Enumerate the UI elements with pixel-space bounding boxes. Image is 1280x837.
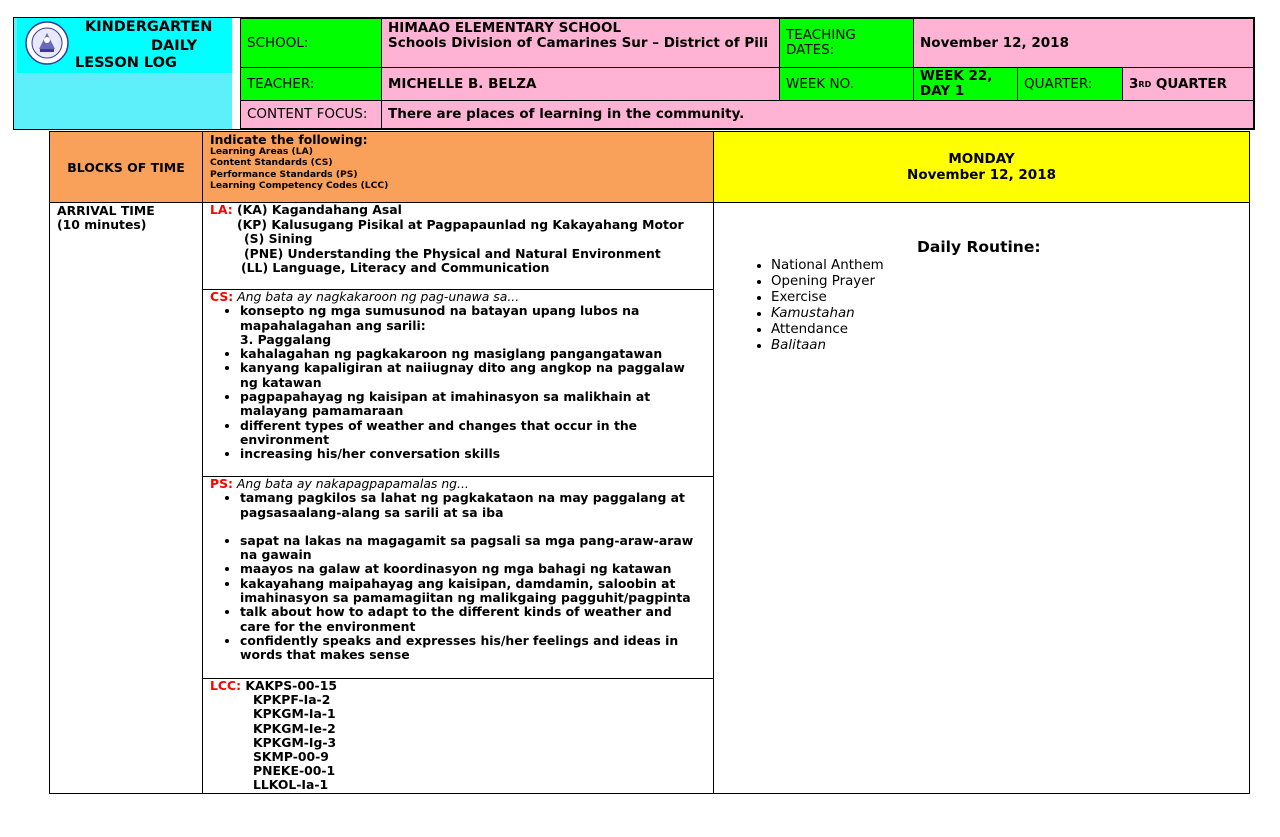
blocks-of-time-header: BLOCKS OF TIME — [49, 131, 203, 203]
routine-item: • Exercise — [771, 290, 884, 306]
day-date: November 12, 2018 — [907, 167, 1056, 183]
lcc-code: SKMP-00-9 — [253, 749, 329, 765]
title-line-1: KINDERGARTEN — [85, 19, 213, 35]
routine-item: • Kamustahan — [771, 306, 884, 322]
indicate-item: Learning Areas (LA) — [210, 146, 313, 157]
lcc-code: KAKPS-00-15 — [245, 678, 337, 693]
day-name: MONDAY — [948, 151, 1015, 167]
ps-intro: Ang bata ay nakapagpapamalas ng... — [236, 476, 469, 491]
quarter-number: 3 — [1129, 75, 1139, 92]
lcc-section — [202, 678, 714, 794]
daily-routine-list — [738, 258, 884, 354]
ps-item: • tamang pagkilos sa lahat ng pagkakataon na may paggalang at pagsasaalang-alang sa sarili at sa iba — [240, 491, 706, 520]
block-name: ARRIVAL TIME — [57, 203, 155, 218]
ps-section — [202, 476, 714, 679]
quarter-suffix: RD — [1138, 79, 1152, 89]
lcc-label: LCC: — [210, 678, 242, 693]
la-line: (LL) Language, Literacy and Communication — [241, 260, 550, 275]
quarter-word: QUARTER — [1151, 75, 1228, 92]
cs-intro: Ang bata ay nagkakaroon ng pag-unawa sa... — [237, 289, 520, 304]
routine-item: • Attendance — [771, 322, 884, 338]
la-line: (KP) Kalusugang Pisikal at Pagpapaunlad ng Kakayahang Motor — [237, 216, 684, 232]
lcc-code: KPKGM-Ig-3 — [253, 734, 337, 750]
teacher-label: TEACHER: — [240, 67, 382, 101]
indicate-item: Content Standards (CS) — [210, 157, 333, 169]
cs-item: • pagpapahayag ng kaisipan at imahinasyon sa malikhain at malayang pamamaraan — [240, 390, 706, 419]
deped-seal-logo — [22, 21, 72, 65]
cs-item: • kahalagahan ng pagkakaroon ng masiglang pangangatawan — [240, 347, 706, 361]
title-line-2: DAILY — [151, 38, 198, 54]
ps-label: PS: — [210, 476, 233, 491]
la-line: (KA) Kagandahang Asal — [237, 202, 402, 217]
block-cell — [49, 202, 203, 794]
week-value: WEEK 22, DAY 1 — [913, 67, 1018, 101]
teaching-dates-value: November 12, 2018 — [913, 18, 1254, 68]
teaching-dates-label: TEACHING DATES: — [779, 18, 914, 68]
la-label: LA: — [210, 202, 233, 217]
routine-item: • Opening Prayer — [771, 274, 884, 290]
monday-cell — [713, 202, 1250, 794]
indicate-title: Indicate the following: — [210, 132, 368, 147]
ps-item: • sapat na lakas na magagamit sa pagsali sa mga pang-araw-araw na gawain — [240, 534, 706, 563]
cs-item: • different types of weather and changes that occur in the environment — [240, 419, 706, 448]
cs-item: • increasing his/her conversation skills — [240, 447, 706, 461]
lcc-code: KPKGM-Ia-1 — [253, 706, 336, 722]
la-section — [202, 202, 714, 290]
school-value — [381, 18, 780, 68]
la-line: (S) Sining — [244, 231, 313, 246]
lcc-code: LLKOL-Ia-1 — [253, 777, 329, 793]
content-focus-value: There are places of learning in the community. — [381, 100, 1254, 129]
cs-label: CS: — [210, 289, 234, 304]
title-line-3: LESSON LOG — [75, 55, 177, 71]
cs-section — [202, 289, 714, 477]
cs-item: • kanyang kapaligiran at naiiugnay dito ang angkop na paggalaw ng katawan — [240, 361, 706, 390]
ps-item: • confidently speaks and expresses his/her feelings and ideas in words that makes sense — [240, 634, 706, 663]
indicate-item: Learning Competency Codes (LCC) — [210, 180, 389, 192]
quarter-value — [1122, 67, 1254, 101]
quarter-label: QUARTER: — [1017, 67, 1123, 101]
monday-header — [713, 131, 1250, 203]
school-division: Schools Division of Camarines Sur – District of Pili — [388, 35, 769, 51]
lcc-code: KPKGM-Ie-2 — [253, 720, 336, 736]
school-name: HIMAAO ELEMENTARY SCHOOL — [388, 20, 622, 36]
cs-item: • konsepto ng mga sumusunod na batayan upang lubos na mapahalagahan ang sarili: 3. Paggalang — [240, 304, 706, 347]
daily-routine-title: Daily Routine: — [917, 238, 1041, 256]
school-label: SCHOOL: — [240, 18, 382, 68]
lcc-code: KPKPF-Ia-2 — [253, 692, 331, 708]
ps-item: • maayos na galaw at koordinasyon ng mga bahagi ng katawan — [240, 562, 706, 576]
block-duration: (10 minutes) — [57, 217, 147, 232]
ps-item: • kakayahang maipahayag ang kaisipan, damdamin, saloobin at imahinasyon sa pamamagiitan ng malikgaing pagguhit/pagpinta — [240, 577, 706, 606]
ps-item: • talk about how to adapt to the different kinds of weather and care for the environment — [240, 605, 706, 634]
content-focus-label: CONTENT FOCUS: — [240, 100, 382, 129]
indicate-item: Performance Standards (PS) — [210, 168, 358, 180]
la-line: (PNE) Understanding the Physical and Natural Environment — [244, 245, 661, 261]
lcc-code: PNEKE-00-1 — [253, 763, 336, 779]
teacher-value: MICHELLE B. BELZA — [381, 67, 780, 101]
week-label: WEEK NO. — [779, 67, 914, 101]
routine-item: • Balitaan — [771, 338, 884, 354]
routine-item: • National Anthem — [771, 258, 884, 274]
indicate-header — [202, 131, 714, 203]
